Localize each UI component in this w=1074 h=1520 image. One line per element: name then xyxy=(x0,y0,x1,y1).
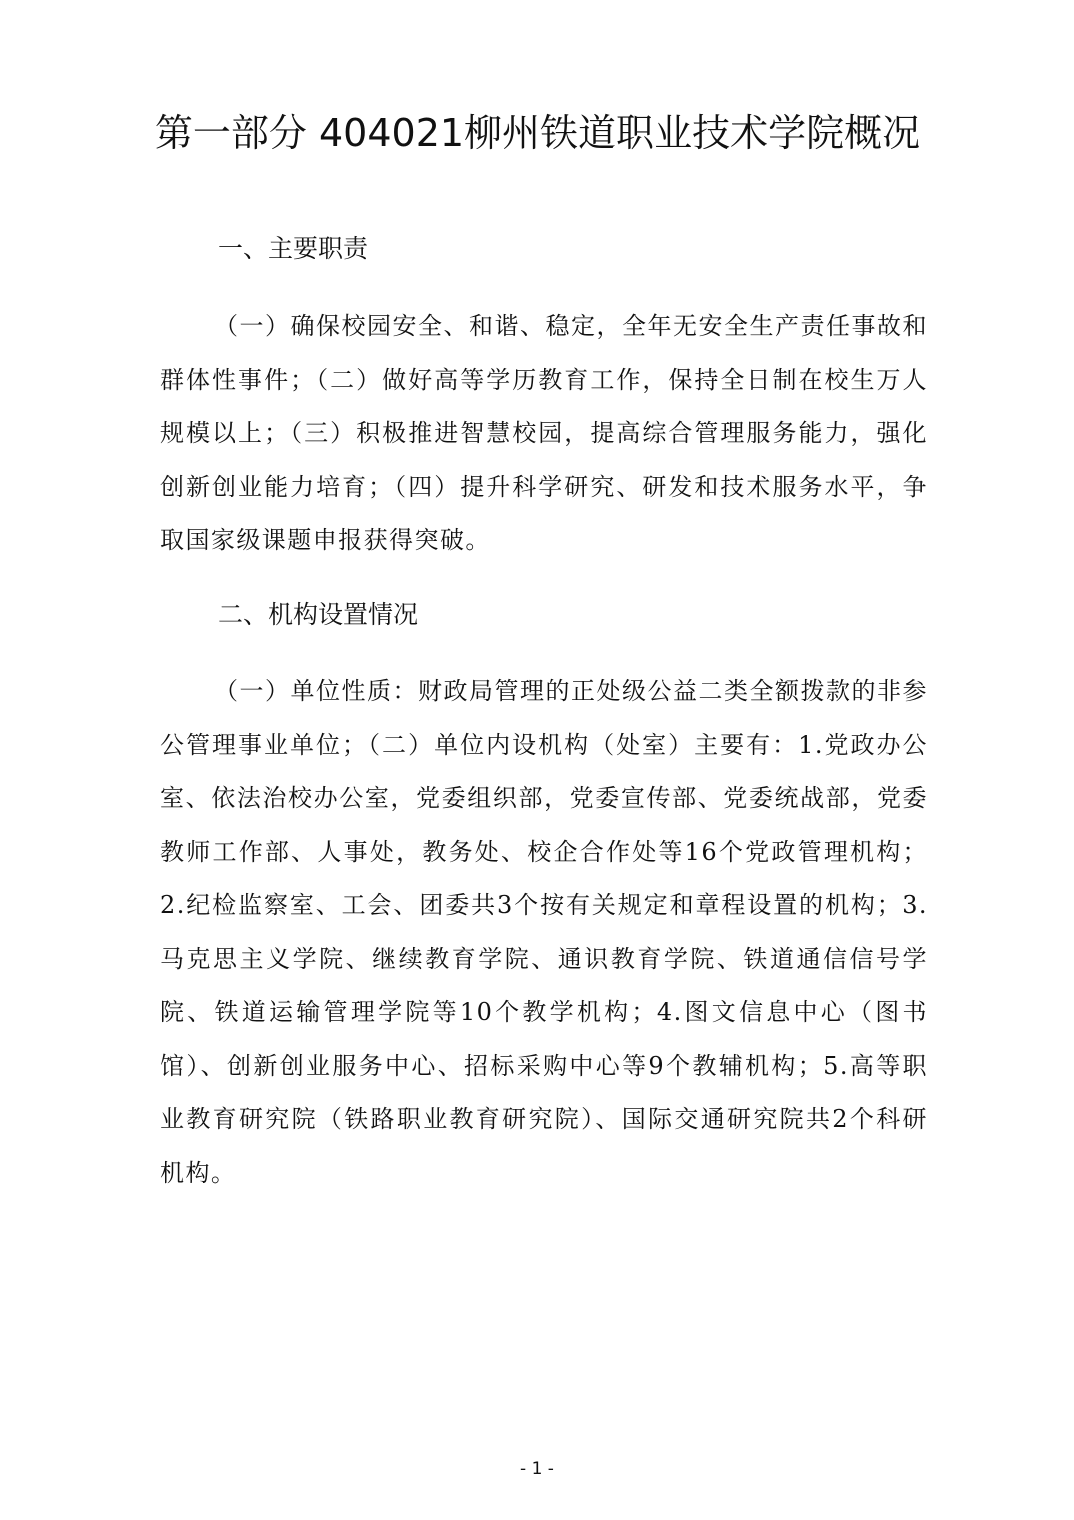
section-body-organization-structure: （一）单位性质：财政局管理的正处级公益二类全额拨款的非参公管理事业单位；（二）单位内设机构（处室）主要有：1.党政办公室、依法治校办公室，党委组织部，党委宣传部、党委统战部，党委教师工作部、人事处，教务处、校企合作处等16个党政管理机构；2.纪检监察室、工会、团委共3个按有关规定和章程设置的机构；3.马克思主义学院、继续教育学院、通识教育学院、铁道通信信号学院、铁道运输管理学院等10个教学机构；4.图文信息中心（图书馆）、创新创业服务中心、招标采购中心等9个教辅机构；5.高等职业教育研究院（铁路职业教育研究院）、国际交通研究院共2个科研机构。 xyxy=(160,677,928,1187)
section-heading-main-responsibilities: 一、主要职责 xyxy=(218,234,369,263)
section-heading-organization-structure: 二、机构设置情况 xyxy=(218,600,419,629)
page-number: - 1 - xyxy=(520,1459,554,1479)
section-body-main-responsibilities: （一）确保校园安全、和谐、稳定，全年无安全生产责任事故和群体性事件；（二）做好高等学历教育工作，保持全日制在校生万人规模以上；（三）积极推进智慧校园，提高综合管理服务能力，强化创新创业能力培育；（四）提升科学研究、研发和技术服务水平，争取国家级课题申报获得突破。 xyxy=(160,312,928,554)
page-title: 第一部分 404021柳州铁道职业技术学院概况 xyxy=(154,111,921,155)
